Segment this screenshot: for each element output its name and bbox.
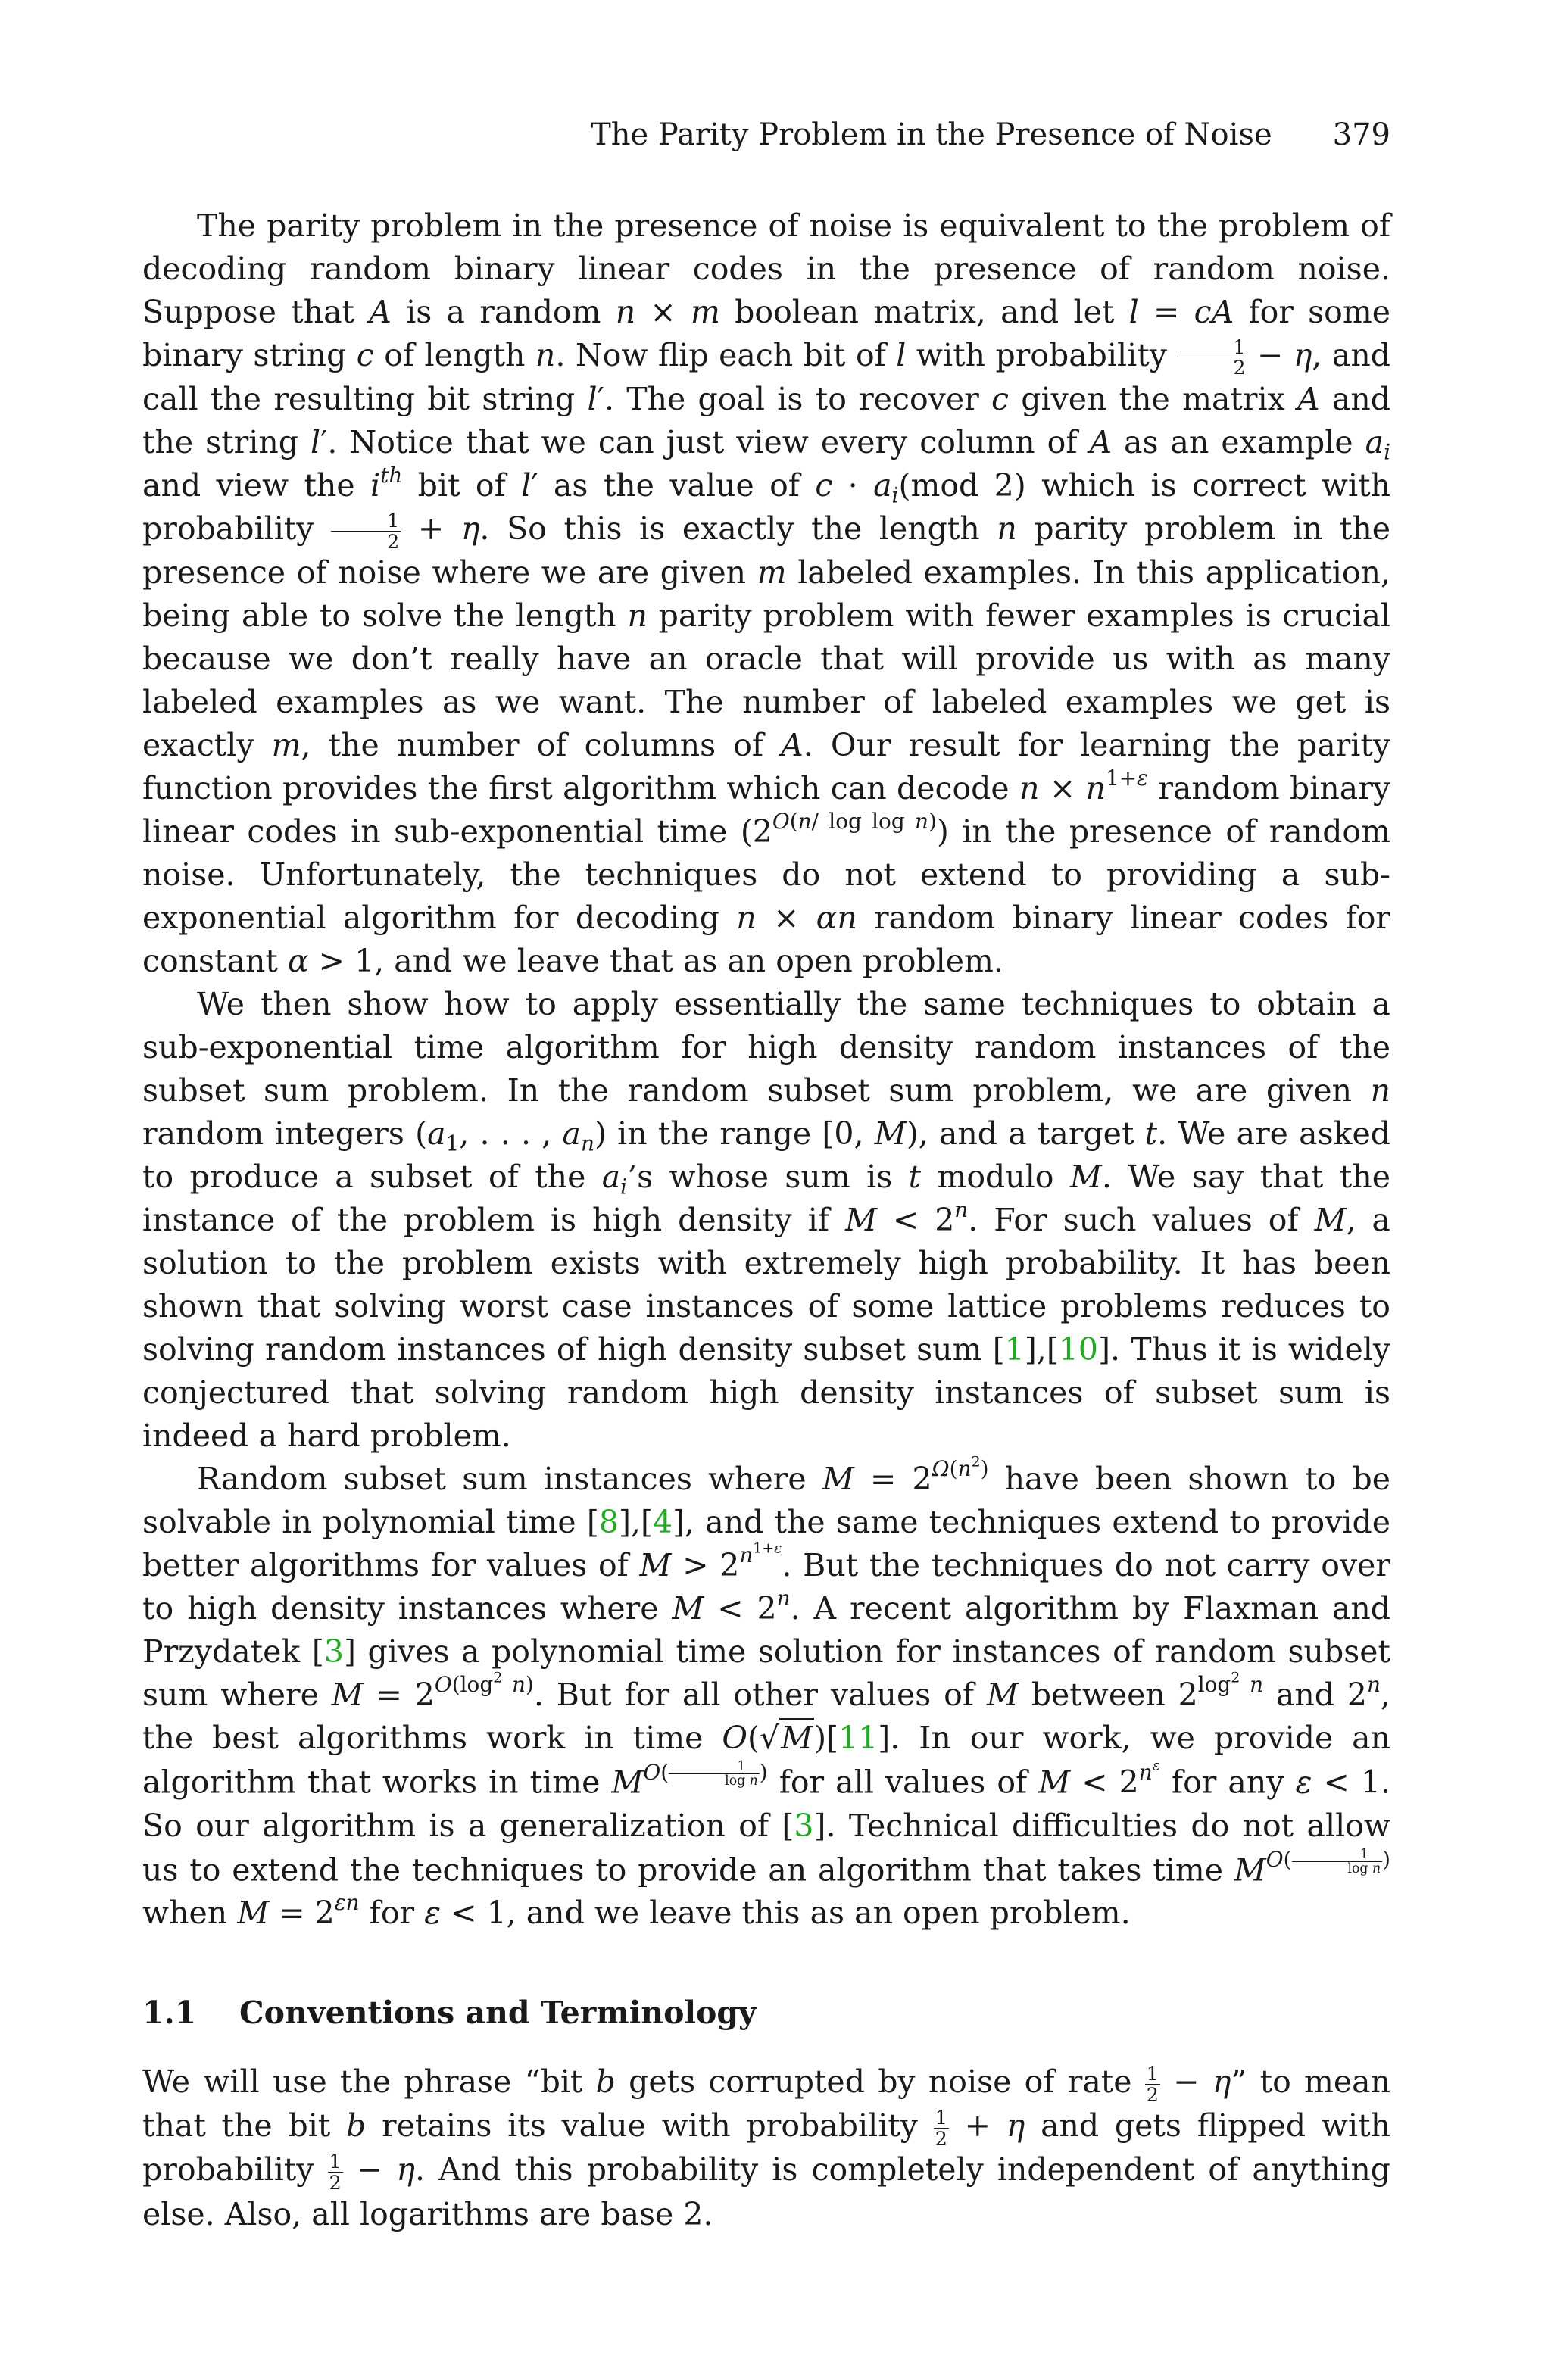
citation-link[interactable]: 11 — [838, 1720, 878, 1757]
citation-link[interactable]: 3 — [794, 1807, 814, 1844]
citation-link[interactable]: 8 — [598, 1504, 619, 1541]
paragraph: We then show how to apply essentially the same techniques to obtain a sub-exponential time algorithm for high density random instances of the subset sum problem. In the random subset sum problem, we are given n random integers ($a_1$, . . . , $a_n$) in the range [0, M), and a target t. We are asked to produce a subset of the $a_i’s$ whose sum is t modulo M. We say that the instance of the problem is high density if $M < 2^n$. For such values of M, a solution to the problem exists with extremely high probability. It has been shown that solving worst case instances of some lattice problems reduces to solving random instances of high density subset sum [1],[10]. Thus it is widely conjectured that solving random high density instances of subset sum is indeed a hard problem. — [142, 986, 1391, 1455]
running-title: The Parity Problem in the Presence of Noise — [591, 117, 1272, 152]
section-heading — [142, 1992, 1390, 2035]
citation-link[interactable]: 1 — [1004, 1331, 1025, 1368]
running-head — [591, 114, 1390, 156]
section-title: Conventions and Terminology — [239, 1995, 757, 2032]
paragraph: The parity problem in the presence of noise is equivalent to the problem of decoding random binary linear codes in the presence of random noise. Suppose that A is a random n × m boolean matrix, and let l = cA for some binary string c of length n. Now flip each bit of l with probability $\frac{1}{2}$ − η, and call the resulting bit string l′. The goal is to recover c given the matrix A and the string l′. Notice that we can just view every column of A as an example $a_i$ and view the $i^{th}$ bit of l′ as the value of $c \cdot a_i(mod$ 2) which is correct with probability $\frac{1}{2}$ + η. So this is exactly the length n parity problem in the presence of noise where we are given m labeled examples. In this application, being able to solve the length n parity problem with fewer examples is crucial because we don’t really have an oracle that will provide us with as many labeled examples as we want. The number of labeled examples we get is exactly m, the number of columns of A. Our result for learning the parity function provides the first algorithm which can decode $n \times n^{1+\varepsilon}$ random binary linear codes in sub-exponential time $(2^{O(n/ log log n)})$ in the presence of random noise. Unfortunately, the techniques do not extend to providing a sub-exponential algorithm for decoding n × αn random binary linear codes for constant α > 1, and we leave that as an open problem. — [142, 207, 1391, 980]
paragraph: We will use the phrase “bit b gets corrupted by noise of rate $\frac{1}{2}$ − η” to mean that the bit b retains its value with probability $\frac{1}{2}$ + η and gets flipped with probability $\frac{1}{2}$ − η. And this probability is completely independent of anything else. Also, all logarithms are base 2. — [142, 2061, 1391, 2232]
page-number: 379 — [1332, 117, 1390, 152]
section-number: 1.1 — [142, 1995, 197, 2032]
citation-link[interactable]: 10 — [1058, 1331, 1099, 1368]
citation-link[interactable]: 4 — [652, 1504, 673, 1541]
paragraph: Random subset sum instances where $M = 2^{\Omega(n^2)}$ have been shown to be solvable in polynomial time [8],[4], and the same techniques extend to provide better algorithms for values of $M > 2^{n^{1+\varepsilon}}$. But the techniques do not carry over to high density instances where $M < 2^n$. A recent algorithm by Flaxman and Przydatek [3] gives a polynomial time solution for instances of random subset sum where $M = 2^{O(log^2 n)}$. But for all other values of M between $2^{log^2 n}$ and 2$^n$, the best algorithms work in time O(√M)[11]. In our work, we provide an algorithm that works in time $M^{O( \frac{1}{\text{log n}} )}$ for all values of $M < 2^{n^\varepsilon}$ for any ε < 1. So our algorithm is a generalization of [3]. Technical difficulties do not allow us to extend the techniques to provide an algorithm that takes time $M^{O( \frac{1}{\text{log n}} )}$ when $M = 2^{\varepsilon n}$ for ε < 1, and we leave this as an open problem. — [142, 1453, 1391, 1932]
citation-link[interactable]: 3 — [323, 1633, 344, 1670]
body-text — [142, 204, 1390, 2236]
